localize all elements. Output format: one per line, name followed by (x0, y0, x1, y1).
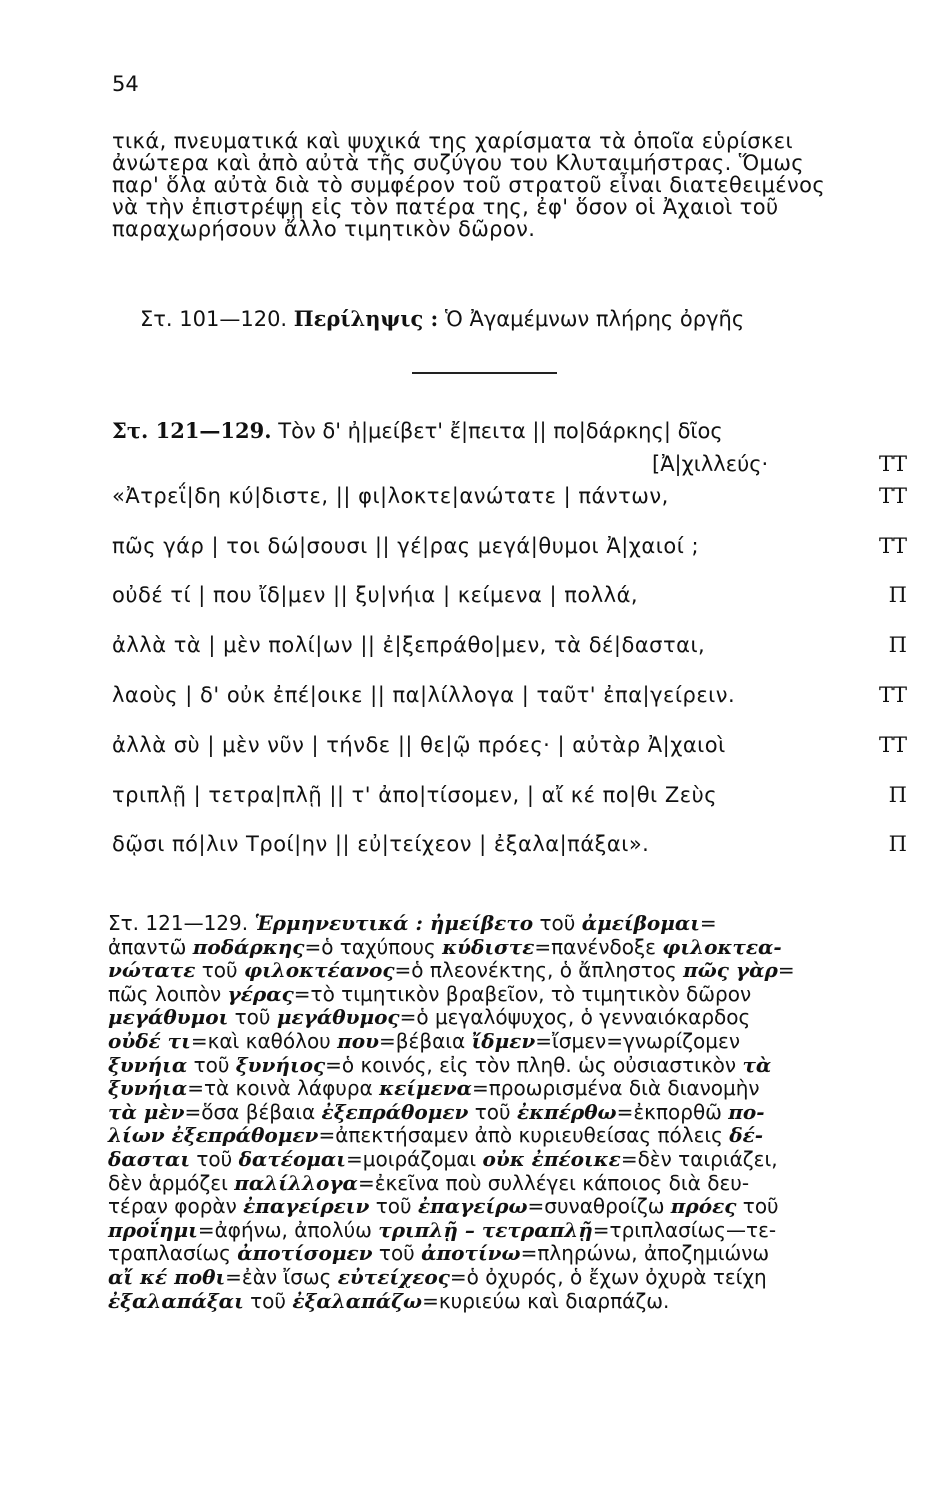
verse-line: τριπλῇ | τετρα|πλῇ || τ' ἀπο|τίσομεν, | αἴ κέ πο|θι Ζεὺς (112, 783, 718, 807)
notes-line (108, 1195, 910, 1219)
verse-marker: Π (888, 583, 907, 607)
notes-text: ἀπαντῶ (108, 934, 193, 959)
verse-heading (112, 418, 723, 443)
verse-marker: ΤΤ (878, 484, 907, 508)
notes-text: τοῦ (736, 1194, 779, 1219)
notes-headword: κείμενα (379, 1076, 472, 1101)
notes-text: Στ. 121—129. (108, 911, 255, 935)
notes-text: πῶς λοιπὸν (108, 981, 228, 1006)
notes-headword: ἴδμεν (471, 1028, 536, 1053)
summary-line (140, 306, 744, 331)
verse-line: λαοὺς | δ' οὐκ ἐπέ|οικε || πα|λίλλογα | ταῦτ' ἐπα|γείρειν. (112, 683, 736, 707)
notes-headword: κύδιστε (442, 934, 535, 959)
verse-marker: ΤΤ (878, 452, 907, 476)
notes-text: =ἴσμεν=γνωρίζομεν (535, 1028, 740, 1053)
notes-headword: δατέομαι (238, 1146, 346, 1171)
summary-ref: Στ. 101—120. (140, 307, 288, 331)
notes-text: τοῦ (372, 1241, 422, 1266)
notes-headword: ξυνήια (108, 1076, 188, 1101)
verse-marker: Π (888, 832, 907, 856)
notes-text: =τὸ τιμητικὸν βραβεῖον, τὸ τιμητικὸν δῶρον (293, 981, 752, 1006)
verse-marker: Π (888, 783, 907, 807)
verse-line: ἀλλὰ τὰ | μὲν πολί|ων || ἐ|ξεπράθο|μεν, τὰ δέ|δασται, (112, 633, 706, 657)
notes-text: τέραν φορὰν (108, 1194, 244, 1219)
notes-line (108, 912, 910, 936)
notes-text: =πληρώνω, ἀποζημιώνω (520, 1241, 770, 1266)
notes-text: τοῦ (243, 1288, 293, 1313)
verse-line: ἀλλὰ σὺ | μὲν νῦν | τήνδε || θε|ῷ πρόες· | αὐτὰρ Ἀ|χαιοὶ (112, 733, 726, 757)
notes-headword: ἐκπέρθω (516, 1099, 617, 1124)
notes-headword: φιλοκτέανος (243, 958, 395, 983)
notes-text: τοῦ (187, 1052, 236, 1077)
notes-line (108, 1054, 910, 1078)
notes-headword: οὐκ ἐπέοικε (482, 1146, 621, 1171)
notes-headword: ἐξαλαπάζω (292, 1288, 423, 1313)
notes-text: =πανένδοξε (534, 934, 663, 959)
paragraph-line: τικά, πνευματικά καὶ ψυχικά της χαρίσματα τὰ ὁποῖα εὑρίσκει (112, 129, 794, 153)
notes-headword: νώτατε (108, 958, 196, 983)
notes-headword: ξυνήιος (235, 1052, 326, 1077)
notes-text: =συναθροίζω (527, 1194, 671, 1219)
notes-text: =ἐὰν ἴσως (225, 1264, 338, 1289)
notes-headword: δέ- (729, 1123, 764, 1148)
notes-text: τοῦ (195, 958, 244, 983)
notes-text: =κυριεύω καὶ διαρπάζω. (422, 1288, 670, 1313)
paragraph-line: ἀνώτερα καὶ ἀπὸ αὐτὰ τῆς συζύγου του Κλυταιμήστρας. Ὅμως (112, 151, 805, 175)
notes-headword: αἴ κέ ποθι (108, 1264, 226, 1289)
notes-headword: ἀποτίνω (421, 1241, 521, 1266)
notes-headword: πῶς γὰρ (683, 958, 778, 983)
notes-headword: ἐξαλαπάξαι (108, 1288, 244, 1313)
notes-line (108, 1242, 910, 1266)
notes-text: =καὶ καθόλου (190, 1028, 338, 1053)
notes-text: =βέβαια (378, 1028, 472, 1053)
notes-text: = (777, 958, 795, 983)
notes-line (108, 1219, 910, 1243)
notes-headword: τὰ (742, 1052, 772, 1077)
summary-label: Περίληψις : (293, 306, 439, 331)
verse-line: οὐδέ τί | που ἴδ|μεν || ξυ|νήια | κείμενα | πολλά, (112, 583, 639, 607)
notes-line (108, 1101, 910, 1125)
notes-line (108, 1124, 910, 1148)
notes-headword: οὐδέ τι (108, 1028, 191, 1053)
notes-headword: εὐτείχεος (337, 1264, 450, 1289)
notes-headword: μεγάθυμοι (108, 1005, 229, 1030)
notes-text: τοῦ (533, 911, 582, 935)
verse-first-line-continuation: [Ἀ|χιλλεύς· (652, 452, 769, 476)
notes-line (108, 1148, 910, 1172)
notes-text: =ὁ ὀχυρός, ὁ ἔχων ὀχυρὰ τείχη (449, 1264, 767, 1289)
notes-headword: ἀμείβομαι (581, 911, 700, 935)
notes-text: =μοιράζομαι (346, 1146, 483, 1171)
verse-first-line: Τὸν δ' ἠ|μείβετ' ἔ|πειτα || πο|δάρκης| δῖος (278, 419, 723, 443)
notes-text: τοῦ (468, 1099, 517, 1124)
notes-headword: φιλοκτεα- (662, 934, 782, 959)
notes-headword: μεγάθυμος (276, 1005, 400, 1030)
notes-headword: ἐπαγείρειν (243, 1194, 370, 1219)
notes-text: =τὰ κοινὰ λάφυρα (187, 1076, 380, 1101)
notes-text: =ἐκεῖνα ποὺ συλλέγει κάποιος διὰ δευ- (357, 1170, 750, 1195)
notes-headword: λίων ἐξεπράθομεν (108, 1123, 319, 1148)
verse-line: «Ἀτρεΐ|δη κύ|διστε, || φι|λοκτε|ανώτατε | πάντων, (112, 484, 669, 508)
notes-headword: ποδάρκης (192, 934, 305, 959)
notes-line (108, 1290, 910, 1314)
notes-text: =ὁ κοινός, εἰς τὸν πληθ. ὡς οὐσιαστικὸν (325, 1052, 743, 1077)
notes-line (108, 936, 910, 960)
notes-line (108, 1172, 910, 1196)
notes-headword: πρόες (670, 1194, 737, 1219)
verse-line: πῶς γάρ | τοι δώ|σουσι || γέ|ρας μεγά|θυμοι Ἀ|χαιοί ; (112, 534, 700, 558)
notes-headword: τὰ μὲν (108, 1099, 185, 1124)
section-divider (412, 372, 557, 374)
notes-line (108, 1030, 910, 1054)
notes-headword: ἀποτίσομεν (237, 1241, 373, 1266)
notes-text: = (699, 911, 717, 935)
notes-headword: τριπλῇ – τετραπλῇ (378, 1217, 593, 1242)
notes-headword: γέρας (227, 981, 294, 1006)
notes-text: =ἐκπορθῶ (616, 1099, 729, 1124)
paragraph-line: παρ' ὅλα αὐτὰ διὰ τὸ συμφέρον τοῦ στρατοῦ εἶναι διατεθειμένος (112, 173, 826, 197)
verse-marker: ΤΤ (878, 534, 907, 558)
notes-text: =ὁ πλεονέκτης, ὁ ἄπληστος (394, 958, 684, 983)
notes-text: =ὁ μεγαλόψυχος, ὁ γενναιόκαρδος (399, 1005, 751, 1030)
verse-marker: Π (888, 633, 907, 657)
notes-text: =ἀπεκτήσαμεν ἀπὸ κυριευθείσας πόλεις (318, 1123, 730, 1148)
notes-headword: ἐπαγείρω (417, 1194, 528, 1219)
notes-text: τοῦ (190, 1146, 239, 1171)
notes-text: =ὅσα βέβαια (184, 1099, 322, 1124)
verse-marker: ΤΤ (878, 733, 907, 757)
interpretive-notes (108, 912, 910, 1313)
notes-headword: ξυνήια (108, 1052, 188, 1077)
notes-line (108, 1006, 910, 1030)
paragraph-line: παραχωρήσουν ἄλλο τιμητικὸν δῶρον. (112, 217, 536, 241)
notes-text: τοῦ (228, 1005, 277, 1030)
notes-headword: ἐξεπράθομεν (321, 1099, 469, 1124)
notes-headword: ἠμείβετο (429, 911, 534, 935)
notes-headword: Ἑρμηνευτικά : (254, 911, 430, 935)
notes-headword: προΐημι (108, 1217, 198, 1242)
paragraph-line: νὰ τὴν ἐπιστρέψῃ εἰς τὸν πατέρα της, ἐφ' ὅσον οἱ Ἀχαιοὶ τοῦ (112, 195, 779, 219)
notes-text: =ἀφήνω, ἀπολύω (197, 1217, 379, 1242)
notes-headword: πο- (728, 1099, 765, 1124)
notes-text: τραπλασίως (108, 1241, 238, 1266)
notes-text: =προωρισμένα διὰ διανομὴν (471, 1076, 760, 1101)
summary-text: Ὁ Ἀγαμέμνων πλήρης ὀργῆς (444, 307, 745, 331)
verse-line: δῷσι πό|λιν Τροί|ην || εὐ|τείχεον | ἐξαλα|πάξαι». (112, 832, 650, 856)
page-number: 54 (112, 72, 139, 96)
notes-line (108, 1266, 910, 1290)
notes-text: τοῦ (369, 1194, 418, 1219)
verse-ref: Στ. 121—129. (112, 418, 272, 443)
verse-marker: ΤΤ (878, 683, 907, 707)
intro-paragraph (112, 130, 912, 240)
notes-text: =δὲν ταιριάζει, (620, 1146, 778, 1171)
notes-headword: δασται (108, 1146, 191, 1171)
notes-line (108, 983, 910, 1007)
notes-line (108, 1077, 910, 1101)
notes-text: =τριπλασίως—τε- (592, 1217, 777, 1242)
notes-text: δὲν ἁρμόζει (108, 1170, 235, 1195)
notes-text: =ὁ ταχύπους (304, 934, 443, 959)
notes-headword: που (337, 1028, 379, 1053)
notes-line (108, 959, 910, 983)
notes-headword: παλίλλογα (234, 1170, 358, 1195)
